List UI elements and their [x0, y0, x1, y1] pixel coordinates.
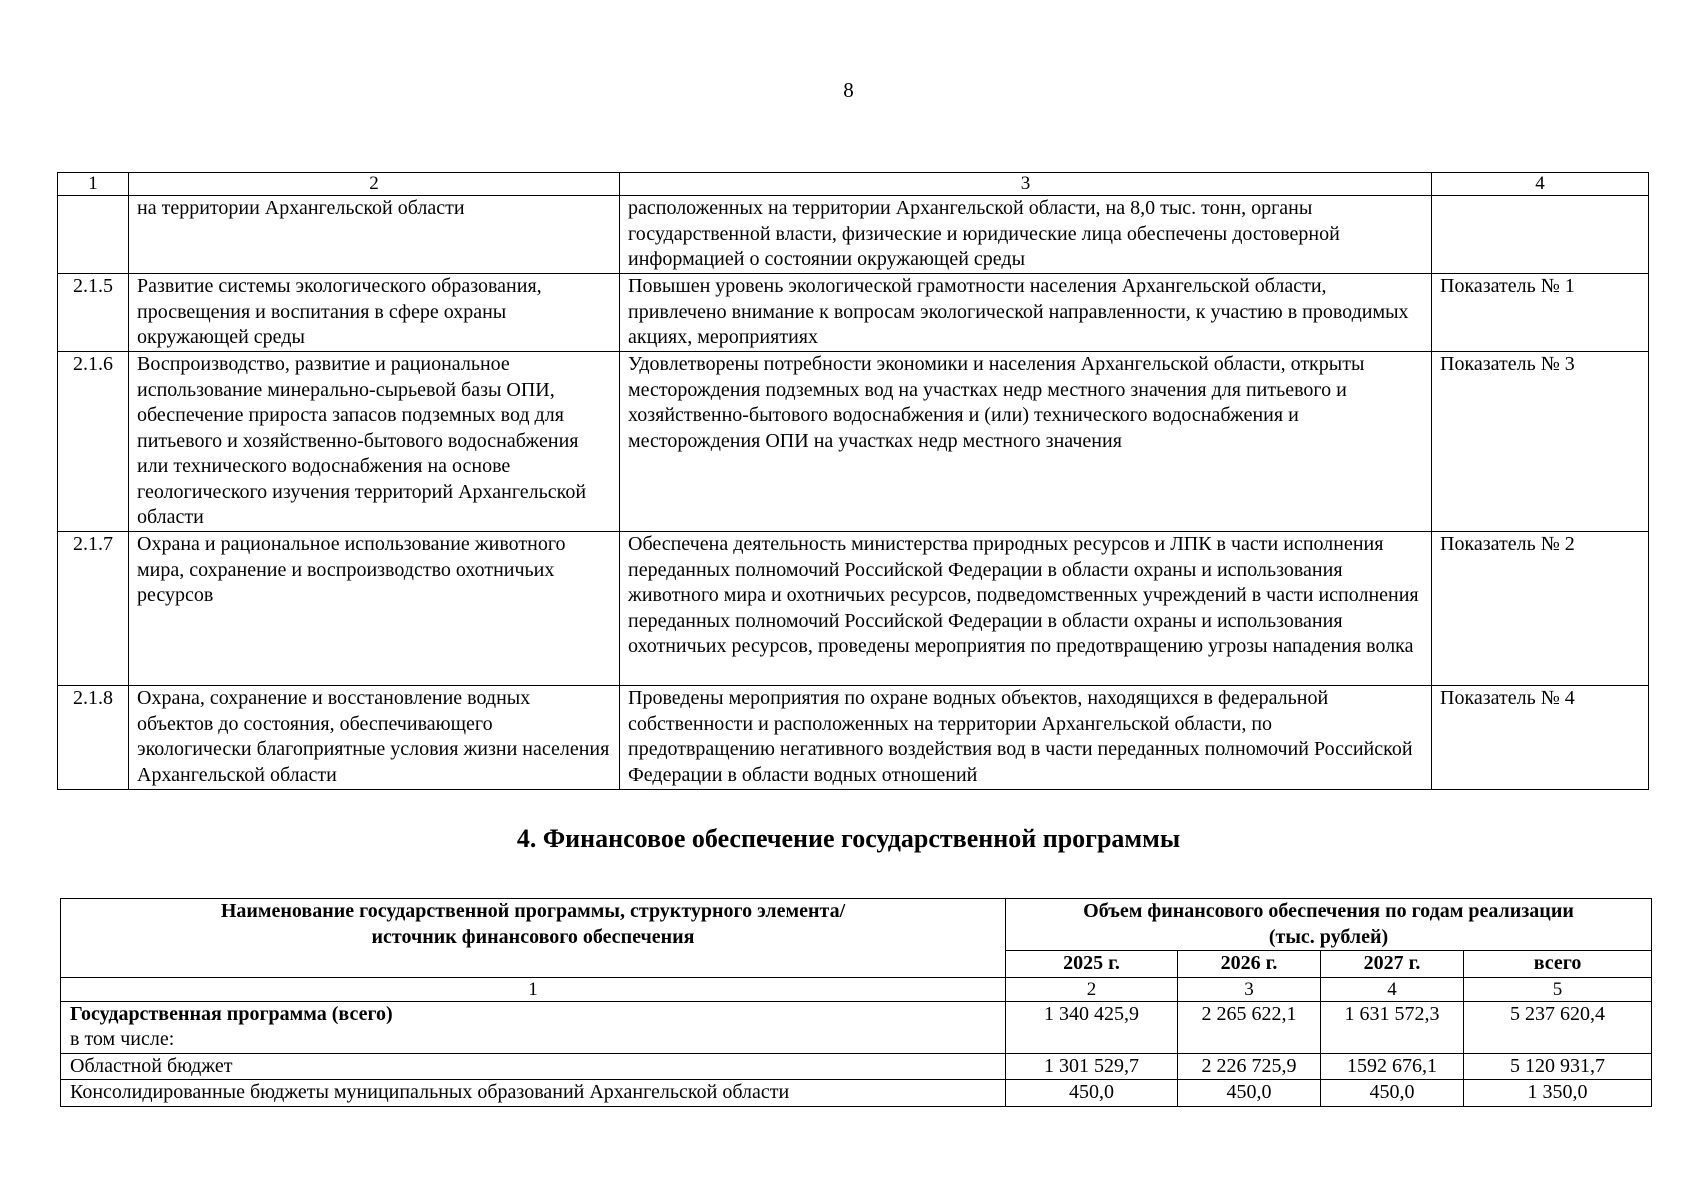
finance-value: 1 631 572,3 [1321, 1001, 1464, 1053]
measure-result: Удовлетворены потребности экономики и населения Архангельской области, открыты месторождения подземных вод на участках недр местного значения для питьевого и хозяйственно-бытового водоснабжения и (или) технического водоснабжения и месторождения ОПИ на участках недр местного значения [620, 352, 1432, 532]
measure-name: Воспроизводство, развитие и рациональное использование минерально-сырьевой базы ОПИ, обеспечение прироста запасов подземных вод для питьевого и хозяйственно-бытового водоснабжения или технического водоснабжения на основе геологического изучения территорий Архангельской области [129, 352, 620, 532]
program-total-label: Государственная программа (всего) [70, 1002, 393, 1025]
finance-name-header [61, 899, 1006, 978]
finance-value: 5 120 931,7 [1464, 1053, 1652, 1080]
measure-number: 2.1.7 [58, 532, 129, 686]
section-title: 4. Финансовое обеспечение государственной программы [516, 824, 1181, 853]
finance-value: 450,0 [1006, 1080, 1178, 1107]
column-index: 3 [1178, 977, 1321, 1001]
finance-index-row [61, 977, 1652, 1001]
column-index: 2 [1006, 977, 1178, 1001]
finance-row-name: Консолидированные бюджеты муниципальных образований Архангельской области [61, 1080, 1006, 1107]
finance-value: 1 340 425,9 [1006, 1001, 1178, 1053]
finance-volume-header-line1: Объем финансового обеспечения по годам реализации [1083, 900, 1574, 922]
including-label: в том числе: [70, 1028, 175, 1050]
finance-name-header-line1: Наименование государственной программы, структурного элемента/ [220, 900, 846, 922]
measure-result: Повышен уровень экологической грамотности населения Архангельской области, привлечено внимание к вопросам экологической направленности, к участию в проводимых акциях, мероприятиях [620, 274, 1432, 352]
finance-volume-header-line2: (тыс. рублей) [1268, 925, 1389, 948]
measures-header-cell: 3 [620, 173, 1432, 196]
finance-row-name [61, 1001, 1006, 1053]
measures-header-cell: 1 [58, 173, 129, 196]
column-index: 1 [61, 977, 1006, 1001]
year-header: 2027 г. [1321, 951, 1464, 978]
table-row [61, 1080, 1652, 1107]
measure-name: Охрана, сохранение и восстановление водных объектов до состояния, обеспечивающего экологически благоприятные условия жизни населения Архангельской области [129, 686, 620, 790]
measure-name: на территории Архангельской области [129, 196, 620, 274]
table-row [61, 1001, 1652, 1053]
finance-value: 1 301 529,7 [1006, 1053, 1178, 1080]
year-header: 2025 г. [1006, 951, 1178, 978]
measure-indicator: Показатель № 3 [1432, 352, 1649, 532]
measure-result: Проведены мероприятия по охране водных объектов, находящихся в федеральной собственности и расположенных на территории Архангельской области, по предотвращению негативного воздействия вод в части переданных полномочий Российской Федерации в области водных отношений [620, 686, 1432, 790]
table-row [58, 686, 1649, 790]
year-header: 2026 г. [1178, 951, 1321, 978]
total-header: всего [1464, 951, 1652, 978]
measure-result: расположенных на территории Архангельской области, на 8,0 тыс. тонн, органы государственной власти, физические и юридические лица обеспечены достоверной информацией о состоянии окружающей среды [620, 196, 1432, 274]
measures-header-row [58, 173, 1649, 196]
finance-volume-header [1006, 899, 1652, 951]
table-row [61, 1053, 1652, 1080]
finance-value: 1592 676,1 [1321, 1053, 1464, 1080]
finance-value: 450,0 [1178, 1080, 1321, 1107]
measure-number: 2.1.8 [58, 686, 129, 790]
finance-row-name: Областной бюджет [61, 1053, 1006, 1080]
finance-value: 1 350,0 [1464, 1080, 1652, 1107]
measure-indicator: Показатель № 2 [1432, 532, 1649, 686]
measure-number: 2.1.5 [58, 274, 129, 352]
table-row [58, 196, 1649, 274]
measure-number: 2.1.6 [58, 352, 129, 532]
measures-header-cell: 2 [129, 173, 620, 196]
finance-value: 5 237 620,4 [1464, 1001, 1652, 1053]
table-row [58, 532, 1649, 686]
table-row [58, 274, 1649, 352]
measure-name: Развитие системы экологического образования, просвещения и воспитания в сфере охраны окружающей среды [129, 274, 620, 352]
measure-indicator: Показатель № 1 [1432, 274, 1649, 352]
measure-number [58, 196, 129, 274]
finance-value: 2 226 725,9 [1178, 1053, 1321, 1080]
finance-name-header-line2: источник финансового обеспечения [371, 925, 695, 948]
measure-name: Охрана и рациональное использование животного мира, сохранение и воспроизводство охотничьих ресурсов [129, 532, 620, 686]
column-index: 5 [1464, 977, 1652, 1001]
column-index: 4 [1321, 977, 1464, 1001]
measure-result: Обеспечена деятельность министерства природных ресурсов и ЛПК в части исполнения переданных полномочий Российской Федерации в области охраны и использования животного мира и охотничьих ресурсов, подведомственных учреждений в части исполнения переданных полномочий Российской Федерации в области охраны и использования охотничьих ресурсов, проведены мероприятия по предотвращению угрозы нападения волка [620, 532, 1432, 686]
finance-header-row [61, 899, 1652, 951]
finance-value: 450,0 [1321, 1080, 1464, 1107]
finance-table [60, 898, 1652, 1107]
measures-table [57, 172, 1649, 790]
measures-header-cell: 4 [1432, 173, 1649, 196]
page-number: 8 [843, 78, 854, 102]
measure-indicator: Показатель № 4 [1432, 686, 1649, 790]
finance-value: 2 265 622,1 [1178, 1001, 1321, 1053]
measure-indicator [1432, 196, 1649, 274]
table-row [58, 352, 1649, 532]
